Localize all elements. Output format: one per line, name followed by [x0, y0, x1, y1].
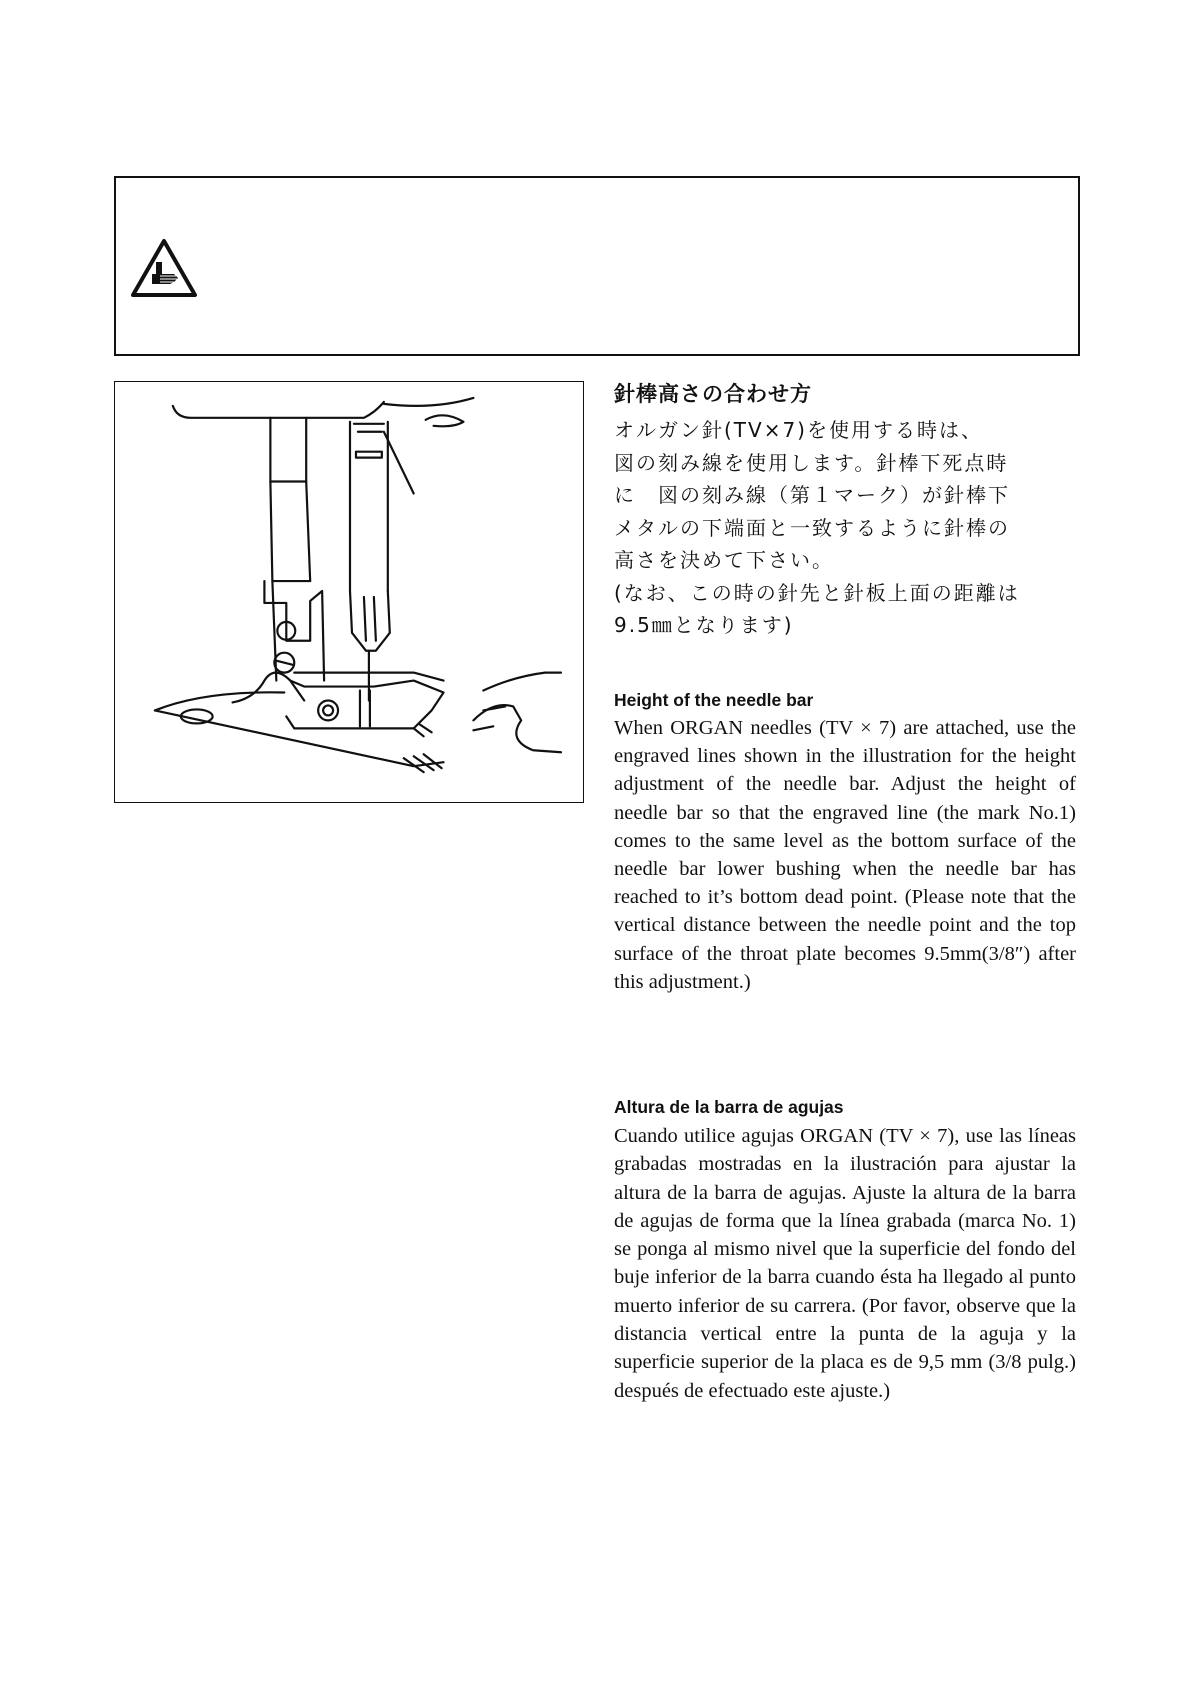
english-section-title: Height of the needle bar — [614, 690, 814, 710]
english-section-body: When ORGAN needles (TV × 7) are attached, use the engraved lines shown in the illustration for the height adjustment of the needle bar. Adjust the height of needle bar so that the engraved line (the mark No.1) comes to the same level as the bottom surface of the needle bar lower bushing when the needle bar has reached to it’s bottom dead point. (Please note that the vertical distance between the needle point and the top surface of the throat plate becomes 9.5mm(3/8″) after this adjustment.) — [614, 717, 1076, 993]
japanese-section-body: オルガン針(TV×7)を使用する時は、 図の刻み線を使用します。針棒下死点時 に 図の刻み線（第１マーク）が針棒下 メタルの下端面と一致するように針棒の 高さを決めて下さい。 (なお、この時の針先と針板上面の距離は 9.5㎜となります) — [614, 418, 1020, 637]
spanish-section-body: Cuando utilice agujas ORGAN (TV × 7), use las líneas grabadas mostradas en la ilustración para ajustar la altura de la barra de agujas. Ajuste la altura de la barra de agujas de forma que la línea grabada (marca No. 1) se ponga al mismo nivel que la superficie del fondo del buje inferior de la barra cuando ésta ha llegado al punto muerto inferior de su carrera. (Por favor, observe que la distancia vertical entre la punta de la aguja y la superficie superior de la placa es de 9,5 mm (3/8 pulg.) después de efectuado este ajuste.) — [614, 1125, 1076, 1402]
needle-bar-illustration — [114, 381, 584, 803]
japanese-section-title: 針棒高さの合わせ方 — [614, 382, 812, 406]
warning-box — [114, 176, 1080, 356]
spanish-section-title: Altura de la barra de agujas — [614, 1097, 844, 1117]
hand-crush-warning-icon — [130, 238, 198, 298]
needle-bar-drawing — [115, 382, 583, 802]
